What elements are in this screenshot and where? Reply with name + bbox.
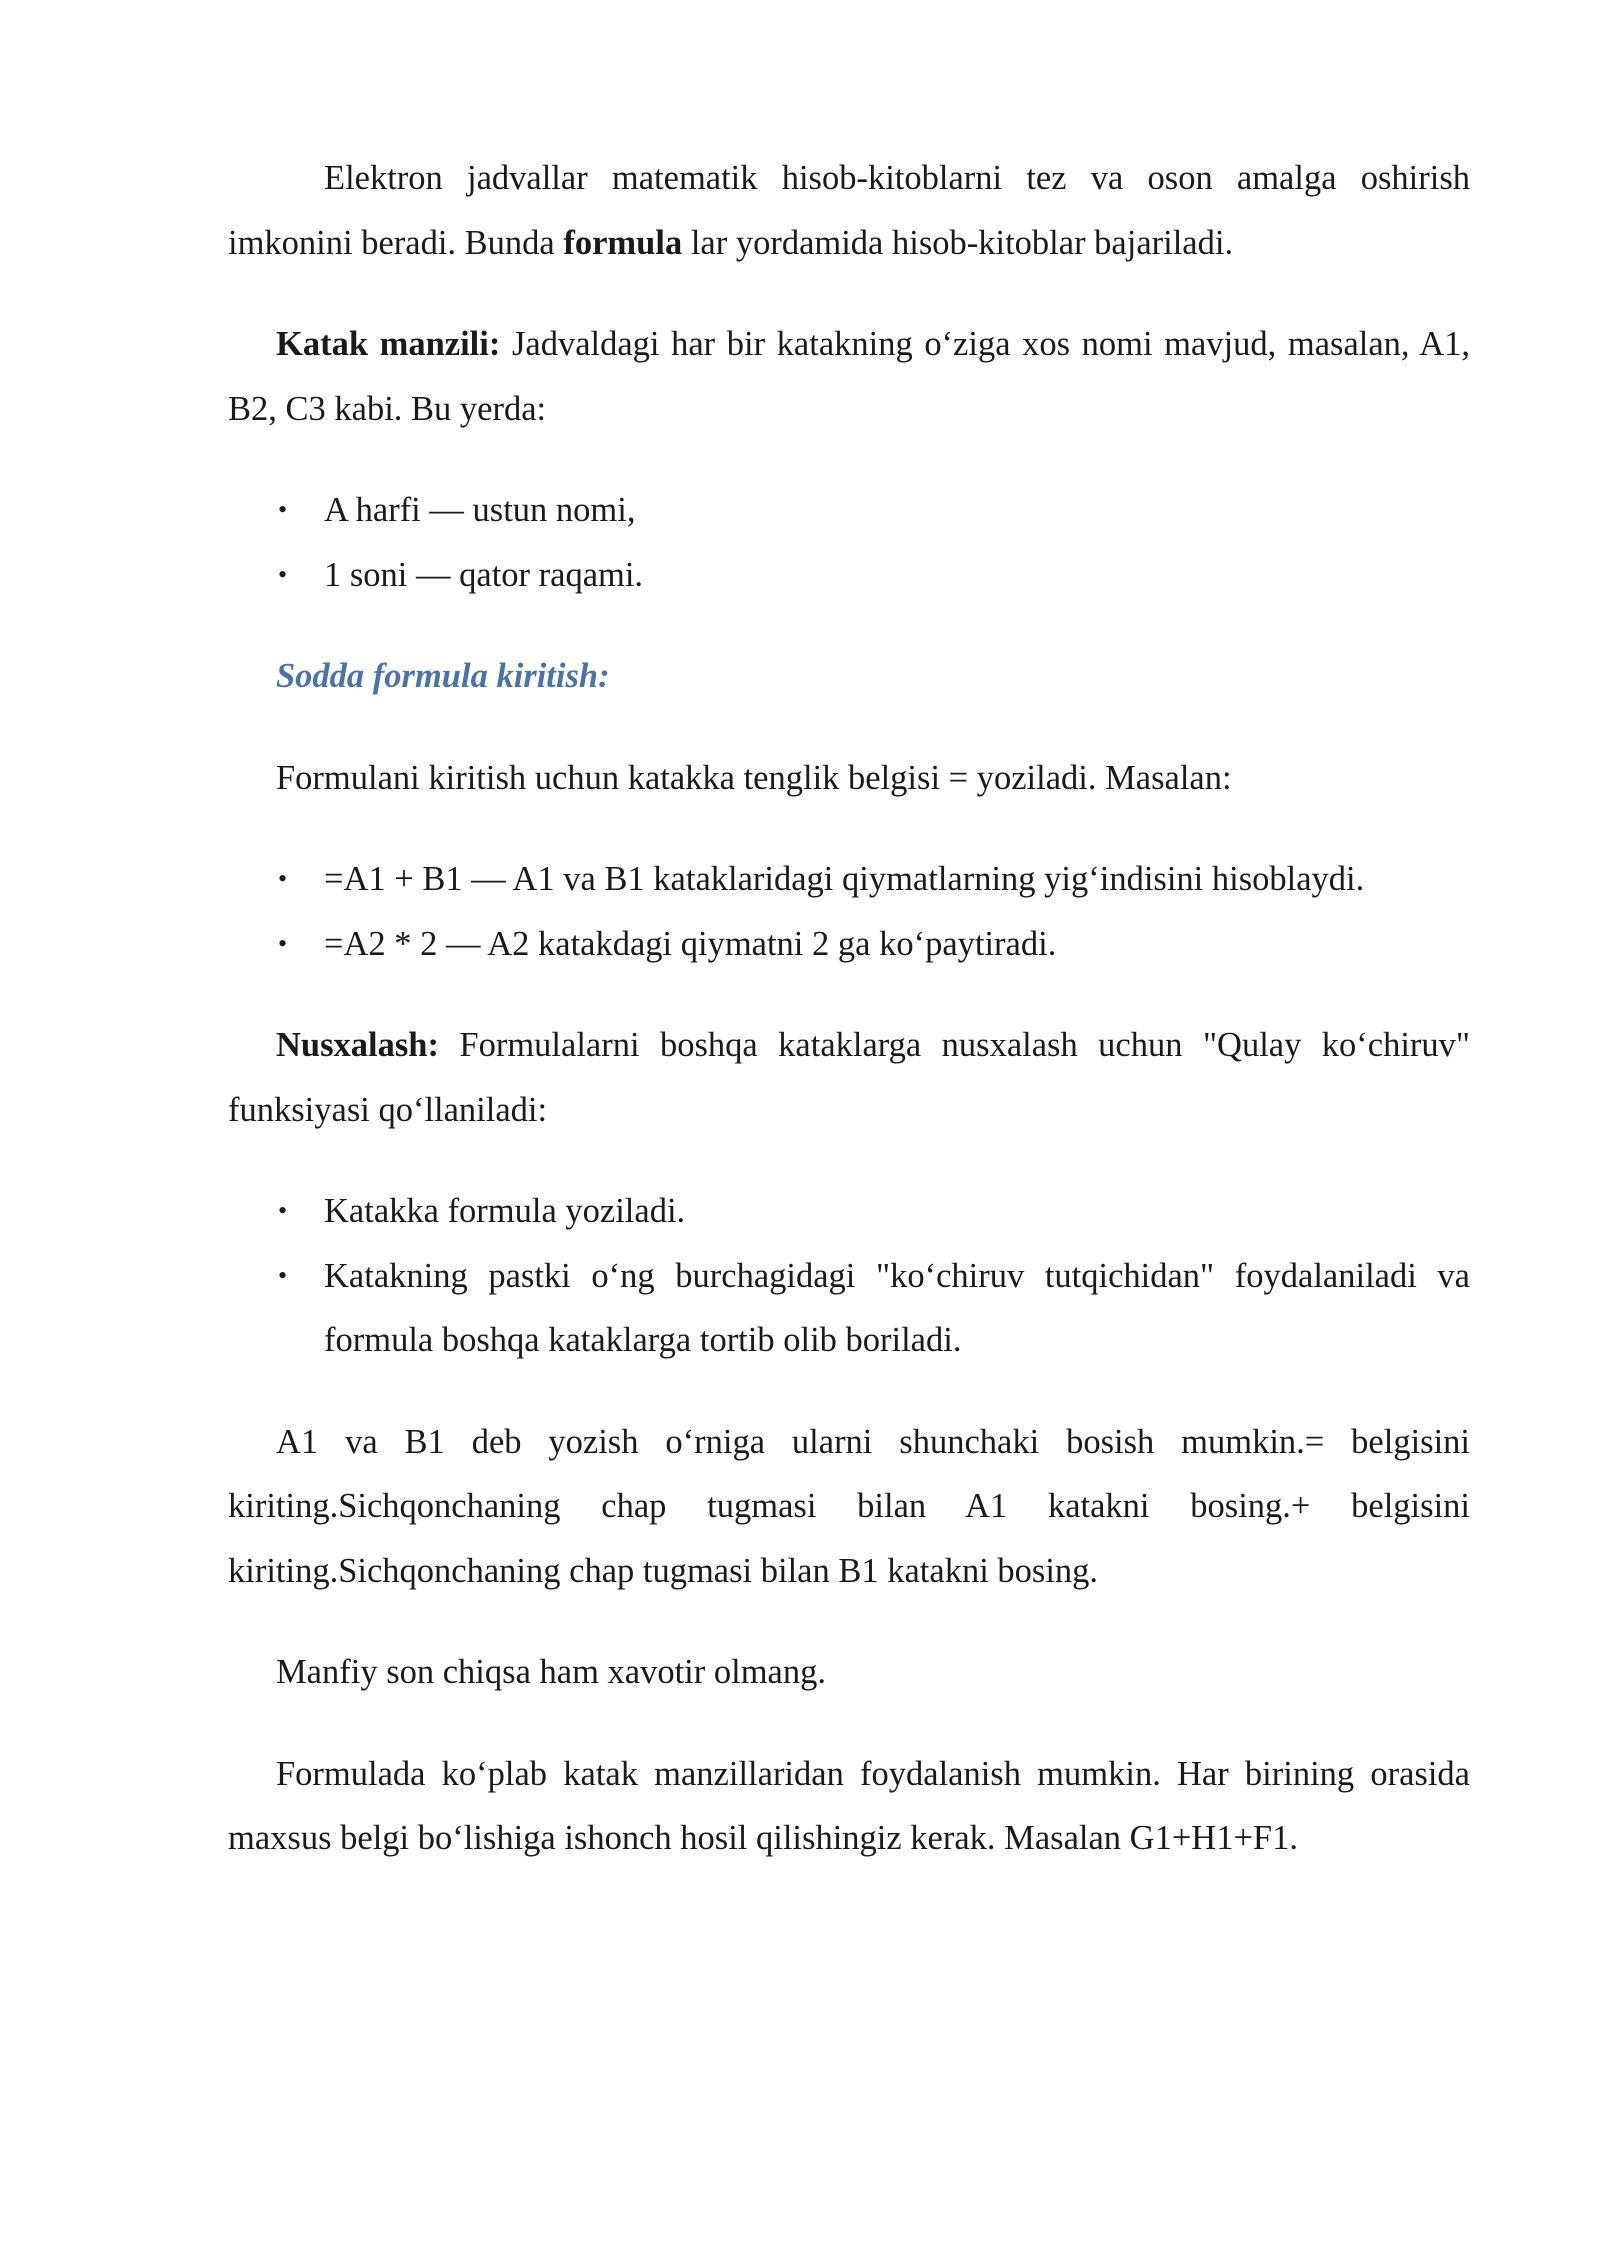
list-item-text: 1 soni — qator raqami. — [324, 555, 644, 594]
cell-address-text: Jadvaldagi har bir katakning o‘ziga xos nomi mavjud, masalan, A1, B2, C3 kabi. Bu yerda: — [228, 325, 1471, 428]
bullet-icon: • — [278, 864, 288, 893]
list-item-text: Katakning pastki o‘ng burchagidagi "ko‘chiruv tutqichidan" foydalaniladi va formula boshqa kataklarga tortib olib boriladi. — [324, 1256, 1470, 1359]
bullet-icon: • — [278, 559, 288, 589]
cell-address-list — [228, 478, 1470, 607]
click-cells-paragraph: A1 va B1 deb yozish o‘rniga ularni shunchaki bosish mumkin.= belgisini kiriting.Sichqonchaning chap tugmasi bilan A1 katakni bosing.+ belgisini kiriting.Sichqonchaning chap tugmasi bilan B1 katakni bosing. — [228, 1422, 1470, 1590]
list-item — [228, 478, 1470, 543]
bullet-icon: • — [278, 1260, 288, 1290]
list-item-text: Katakka formula yoziladi. — [324, 1192, 686, 1230]
list-item — [228, 543, 1470, 608]
simple-formula-heading: Sodda formula kiritish: — [276, 657, 610, 695]
document-page — [228, 146, 1470, 1871]
formula-entry-paragraph: Formulani kiritish uchun katakka tenglik belgisi = yoziladi. Masalan: — [276, 758, 1232, 797]
cell-address-term: Katak manzili: — [276, 325, 501, 363]
intro-paragraph — [228, 146, 1470, 275]
list-item — [228, 847, 1470, 912]
bullet-icon: • — [278, 1196, 288, 1225]
list-item-text: =A1 + B1 — A1 va B1 kataklaridagi qiymatlarning yig‘indisini hisoblaydi. — [324, 860, 1365, 898]
list-item-text: =A2 * 2 — A2 katakdagi qiymatni 2 ga ko‘paytiradi. — [324, 924, 1057, 963]
list-item-text: A harfi — ustun nomi, — [324, 491, 636, 529]
intro-text-after: lar yordamida hisob-kitoblar bajariladi. — [682, 223, 1234, 262]
list-item — [228, 912, 1470, 977]
bullet-icon: • — [278, 495, 288, 524]
copying-term: Nusxalash: — [276, 1026, 439, 1064]
multiple-addresses-paragraph: Formulada ko‘plab katak manzillaridan foydalanish mumkin. Har birining orasida maxsus belgi bo‘lishiga ishonch hosil qilishingiz kerak. Masalan G1+H1+F1. — [228, 1754, 1470, 1857]
formula-examples-list — [228, 847, 1470, 976]
formula-term: formula — [563, 223, 683, 262]
cell-address-paragraph — [228, 312, 1470, 441]
intro-text-before: Elektron jadvallar matematik hisob-kitoblarni tez va oson amalga oshirish imkonini beradi. Bunda — [228, 159, 1470, 262]
list-item — [228, 1244, 1470, 1373]
bullet-icon: • — [278, 928, 288, 958]
copying-text: Formulalarni boshqa kataklarga nusxalash uchun "Qulay ko‘chiruv" funksiyasi qo‘llaniladi: — [228, 1026, 1470, 1129]
negative-number-paragraph: Manfiy son chiqsa ham xavotir olmang. — [276, 1653, 826, 1691]
copying-steps-list — [228, 1179, 1470, 1373]
copying-paragraph — [228, 1013, 1470, 1142]
list-item — [228, 1179, 1470, 1244]
